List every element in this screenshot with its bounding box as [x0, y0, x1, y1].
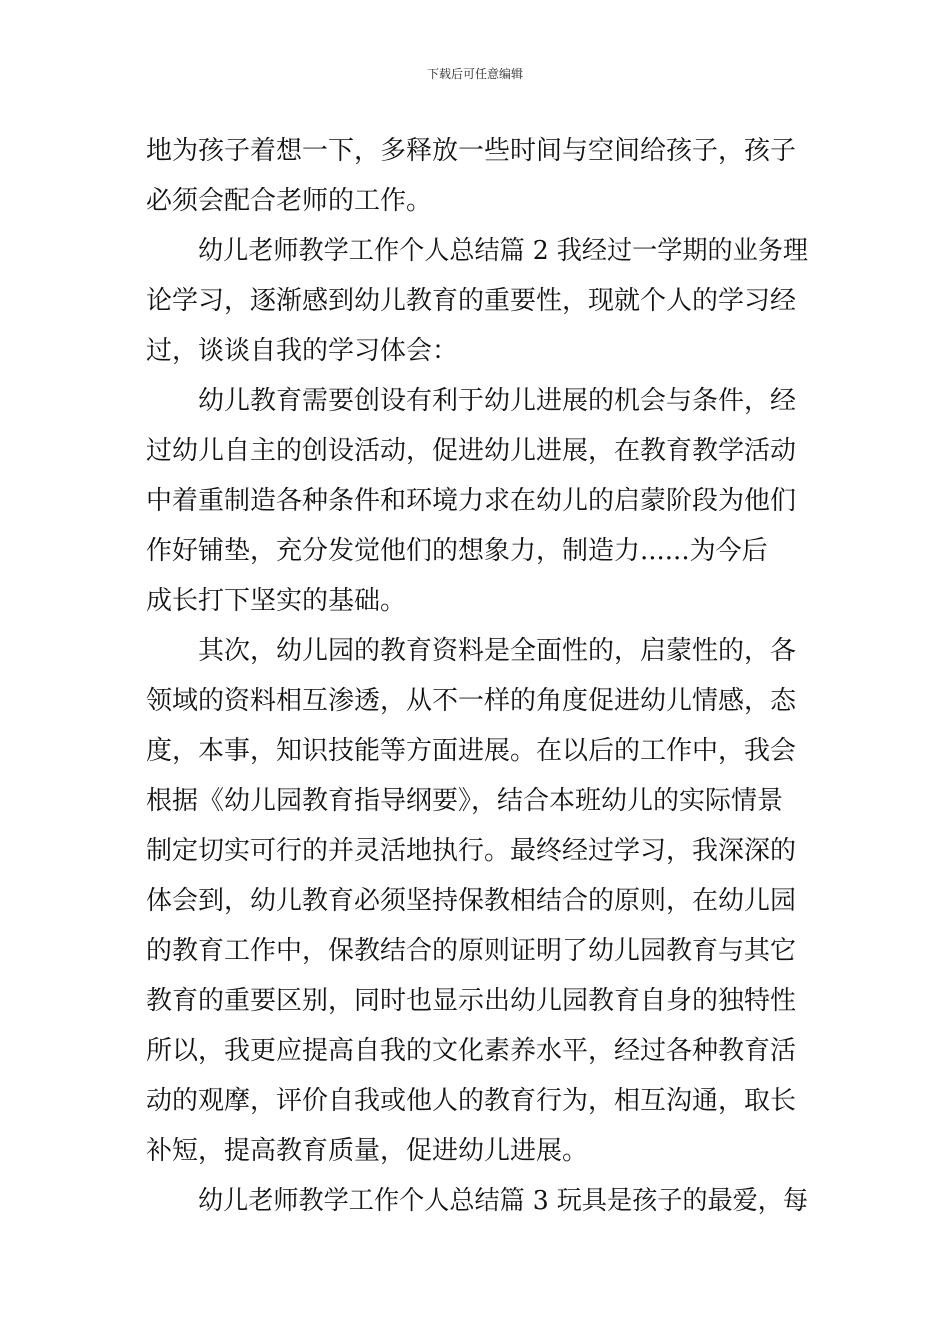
text-line: 根据《幼儿园教育指导纲要》，结合本班幼儿的实际情景	[146, 786, 784, 816]
text-line: 度，本事，知识技能等方面进展。在以后的工作中，我会	[146, 736, 797, 766]
paragraph-start-line: 幼儿老师教学工作个人总结篇 3 玩具是孩子的最爱，每	[198, 1186, 808, 1216]
paragraph-start-line: 其次，幼儿园的教育资料是全面性的，启蒙性的，各	[198, 636, 797, 666]
document-body	[146, 126, 808, 1226]
text-line: 论学习，逐渐感到幼儿教育的重要性，现就个人的学习经	[146, 286, 797, 316]
text-line: 体会到，幼儿教育必须坚持保教相结合的原则，在幼儿园	[146, 886, 797, 916]
page-header: 下载后可任意编辑	[426, 67, 523, 81]
text-line: 过幼儿自主的创设活动，促进幼儿进展，在教育教学活动	[146, 436, 797, 466]
text-line: 作好铺垫，充分发觉他们的想象力，制造力......为今后	[146, 536, 768, 566]
text-line: 的教育工作中，保教结合的原则证明了幼儿园教育与其它	[146, 936, 797, 966]
text-line: 地为孩子着想一下，多释放一些时间与空间给孩子，孩子	[146, 136, 797, 166]
text-line: 中着重制造各种条件和环境力求在幼儿的启蒙阶段为他们	[146, 486, 797, 516]
text-line: 补短，提高教育质量，促进幼儿进展。	[146, 1136, 589, 1166]
text-line: 成长打下坚实的基础。	[146, 586, 407, 616]
paragraph-start-line: 幼儿老师教学工作个人总结篇 2 我经过一学期的业务理	[198, 236, 808, 266]
text-line: 过，谈谈自我的学习体会：	[146, 336, 459, 366]
text-line: 领域的资料相互渗透，从不一样的角度促进幼儿情感，态	[146, 686, 797, 716]
paragraph-start-line: 幼儿教育需要创设有利于幼儿进展的机会与条件，经	[198, 386, 797, 416]
text-line: 必须会配合老师的工作。	[146, 186, 433, 216]
text-line: 动的观摩，评价自我或他人的教育行为，相互沟通，取长	[146, 1086, 797, 1116]
text-line: 所以，我更应提高自我的文化素养水平，经过各种教育活	[146, 1036, 797, 1066]
text-line: 制定切实可行的并灵活地执行。最终经过学习，我深深的	[146, 836, 797, 866]
text-line: 教育的重要区别，同时也显示出幼儿园教育自身的独特性	[146, 986, 797, 1016]
